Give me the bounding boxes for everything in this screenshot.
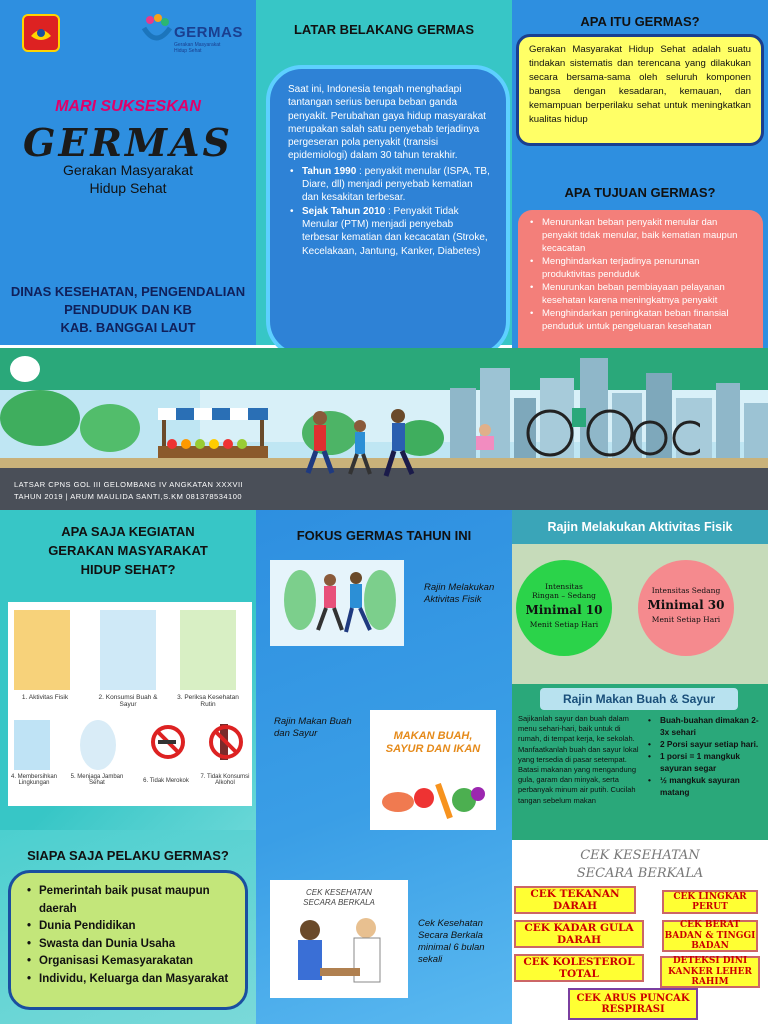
activity-physical-icon [14, 610, 70, 690]
tujuan-title: APA TUJUAN GERMAS? [564, 185, 716, 200]
latar-item [288, 205, 492, 258]
credit-line-1: LATSAR CPNS GOL III GELOMBANG IV ANGKATAN XXXVII [14, 480, 244, 489]
fruit-illustration [370, 710, 496, 830]
tujuan-list [528, 216, 755, 333]
doctor-patient-graphic [280, 914, 398, 994]
latar-item-text: : Penyakit Tidak Menular (PTM) menjadi penyebab terbesar kematian dan kecacatan (Stroke, Kecelakaan, Jantung, Kanker, Diabetes) [302, 205, 488, 257]
buah-body: Sajikanlah sayur dan buah dalam menu sehari-hari, baik untuk di rumah, di tempat kerja, ke sekolah. Manfaatkanlah buah dan sayur lokal yang tersedia di pasar setempat. Batasi makanan yang mengandung gula, garam dan minyak, serta perbanyak minum air putih. Cucilah tangan sebelum makan [518, 714, 639, 805]
apa-itu-box [516, 34, 764, 146]
vegetables-graphic [378, 764, 488, 824]
no-alcohol-icon [208, 720, 244, 764]
activity-item: 5. Menjaga Jamban Sehat [70, 774, 124, 786]
sedang-l1: Intensitas Sedang [651, 586, 721, 595]
people-exercising [280, 408, 700, 508]
cek-berat-badan: CEK BERAT BADAN & TINGGI BADAN [662, 920, 758, 952]
checkup-illustration [270, 880, 408, 998]
fokus-caption-2: Rajin Makan Buah dan Sayur [274, 716, 352, 739]
siapa-box [8, 870, 248, 1010]
latar-title: LATAR BELAKANG GERMAS [293, 22, 475, 37]
siapa-item: • Pemerintah baik pusat maupun daerah [25, 883, 235, 918]
poster-subtitle-1: Gerakan Masyarakat [63, 162, 193, 178]
latar-item-text: : penyakit menular (ISPA, TB, Diare, dll) menjadi penyebab kematian dan kesakitan terbesar. [302, 165, 490, 204]
credit-line-2: TAHUN 2019 | ARUM MAULIDA SANTI,S.KM 081378534100 [14, 492, 243, 501]
cek-lingkar-perut: CEK LINGKAR PERUT [662, 890, 758, 914]
mari-sukseskan: MARI SUKSESKAN [55, 98, 201, 115]
cek-gula-darah: CEK KADAR GULA DARAH [514, 920, 644, 948]
activity-item: 2. Konsumsi Buah & Sayur [98, 694, 158, 708]
activity-checkup-icon [180, 610, 236, 690]
latar-body-box [266, 65, 510, 357]
activity-item: 6. Tidak Merokok [143, 778, 189, 784]
sedang-l4: Menit Setiap Hari [651, 615, 721, 624]
fokus-caption-1: Rajin Melakukan Aktivitas Fisik [424, 582, 495, 605]
sedang-l3: Minimal 30 [647, 598, 725, 612]
banner [0, 348, 768, 510]
buah-title-pill [540, 688, 738, 710]
buah-panel [512, 684, 768, 840]
buah-list [646, 714, 764, 798]
cek-panel [512, 840, 768, 1024]
kegiatan-panel [0, 510, 256, 830]
fruit-label: MAKAN BUAH, SAYUR DAN IKAN [385, 730, 481, 755]
deteksi-kanker: DETEKSI DINI KANKER LEHER RAHIM [660, 956, 760, 988]
aktivitas-title: Rajin Melakukan Aktivitas Fisik [547, 520, 733, 534]
siapa-panel [0, 830, 256, 1024]
buah-item: • Buah-buahan dimakan 2-3x sehari [646, 714, 764, 738]
apa-itu-body: Gerakan Masyarakat Hidup Sehat adalah suatu tindakan sistematis dan terencana yang dilakukan secara bersama-sama oleh seluruh komponen bangsa dengan kesadaran, kemauan, dan kemampuan berperilaku sehat untuk meningkatkan kualitas hidup [529, 44, 751, 125]
germas-logo-subtext: Gerakan Masyarakat Hidup Sehat [174, 42, 221, 54]
activity-item: 7. Tidak Konsumsi Alkohol [200, 774, 250, 786]
cek-tekanan-darah: CEK TEKANAN DARAH [514, 886, 636, 914]
fokus-title: FOKUS GERMAS TAHUN INI [296, 528, 472, 543]
dinas-line-1: DINAS KESEHATAN, PENGENDALIAN [10, 284, 246, 299]
germas-logo-text: GERMAS [174, 24, 243, 41]
latar-item [288, 165, 492, 205]
latar-panel [256, 0, 512, 345]
tujuan-item: • Menghindarkan terjadinya penurunan produktivitas penduduk [528, 255, 755, 281]
intensity-sedang-circle [638, 560, 734, 656]
siapa-item: • Individu, Keluarga dan Masyarakat [25, 971, 235, 989]
aktivitas-panel [512, 510, 768, 684]
fokus-panel [256, 510, 512, 1024]
siapa-item: • Dunia Pendidikan [25, 918, 235, 936]
cek-kolesterol: CEK KOLESTEROL TOTAL [514, 954, 644, 982]
apa-itu-title: APA ITU GERMAS? [580, 14, 700, 29]
siapa-item: • Swasta dan Dunia Usaha [25, 936, 235, 954]
activity-item: 1. Aktivitas Fisik [21, 694, 69, 701]
no-smoking-icon [150, 724, 186, 760]
checkup-label: CEK KESEHATAN SECARA BERKALA [303, 888, 375, 907]
activity-item: 3. Periksa Kesehatan Rutin [177, 694, 239, 708]
cek-title-1: CEK KESEHATAN [580, 848, 700, 863]
latar-list [288, 165, 492, 258]
kegiatan-title-3: HIDUP SEHAT? [80, 562, 176, 577]
buah-item: • ½ mangkuk sayuran matang [646, 774, 764, 798]
tujuan-item: • Menurunkan beban penyakit menular dan penyakit tidak menular, baik kematian maupun kecacatan [528, 216, 755, 255]
poster-subtitle-2: Hidup Sehat [89, 180, 167, 196]
running-illustration [270, 560, 404, 646]
intensity-ringan-circle [516, 560, 612, 656]
ringan-l2: Ringan – Sedang [532, 591, 596, 600]
tujuan-item: • Menghindarkan peningkatan beban finansial penduduk untuk pengeluaran kesehatan [528, 307, 755, 333]
buah-item: • 1 porsi = 1 mangkuk sayuran segar [646, 750, 764, 774]
cover-panel [0, 0, 256, 345]
ringan-l1: Intensitas [545, 582, 583, 591]
activity-clean-icon [14, 720, 50, 770]
latar-item-bold: Tahun 1990 [302, 165, 357, 177]
buah-item: • 2 Porsi sayur setiap hari. [646, 738, 764, 750]
ringan-l3: Minimal 10 [525, 603, 603, 617]
buah-title: Rajin Makan Buah & Sayur [562, 692, 716, 706]
cek-title-2: SECARA BERKALA [576, 866, 704, 881]
latar-body: Saat ini, Indonesia tengah menghadapi tantangan serius berupa beban ganda penyakit. Perubahan gaya hidup masyarakat merupakan salah satu penyebab terjadinya pergeseran pola penyakit (transisi epidemiologi) dalam 30 tahun terakhir. [288, 84, 486, 162]
activity-item: 4. Membersihkan Lingkungan [10, 774, 58, 786]
activity-toilet-icon [80, 720, 116, 770]
tujuan-item: • Menurunkan beban pembiayaan pelayanan kesehatan karena meningkatnya penyakit [528, 281, 755, 307]
cek-arus-puncak: CEK ARUS PUNCAK RESPIRASI [568, 988, 698, 1020]
siapa-title: SIAPA SAJA PELAKU GERMAS? [27, 848, 229, 863]
regency-logo [22, 14, 60, 52]
germas-logo [140, 14, 243, 54]
fokus-caption-3: Cek Kesehatan Secara Berkala minimal 6 bulan sekali [418, 918, 485, 965]
siapa-list [25, 883, 235, 988]
dinas-line-2: PENDUDUK DAN KB [64, 302, 192, 317]
kegiatan-title-1: APA SAJA KEGIATAN [61, 524, 195, 539]
dinas-line-3: KAB. BANGGAI LAUT [60, 320, 196, 335]
poster-title: GERMAS [23, 120, 233, 165]
aktivitas-title-bar [512, 510, 768, 544]
siapa-item: • Organisasi Kemasyarakatan [25, 953, 235, 971]
ringan-l4: Menit Setiap Hari [529, 620, 599, 629]
apa-panel [512, 0, 768, 395]
kegiatan-grid [8, 602, 252, 806]
kegiatan-title-2: GERAKAN MASYARAKAT [48, 543, 208, 558]
latar-item-bold: Sejak Tahun 2010 [302, 205, 386, 217]
activity-food-icon [100, 610, 156, 690]
ministry-logo [8, 354, 42, 384]
